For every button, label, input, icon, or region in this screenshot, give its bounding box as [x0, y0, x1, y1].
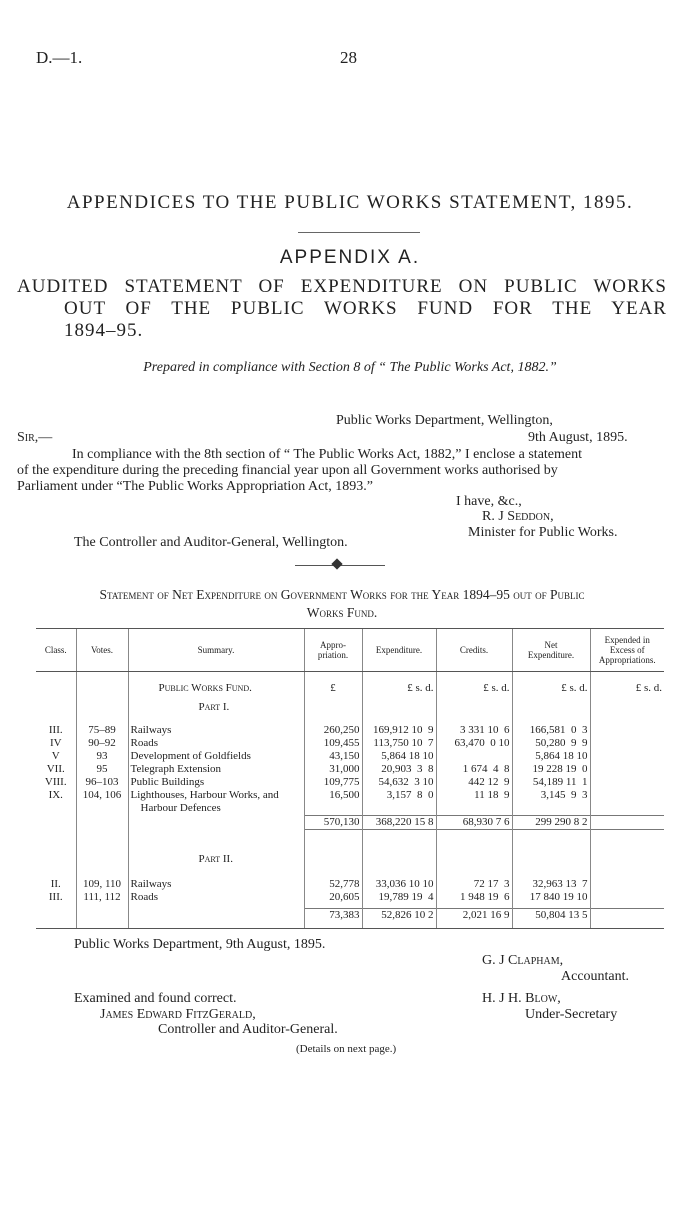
part-2-label: Part II.: [128, 853, 304, 866]
table-row: [36, 763, 664, 776]
page-number: 28: [340, 48, 357, 67]
table-row: [36, 750, 664, 763]
table-row: [36, 724, 664, 737]
letter-salutation: Sir,—: [17, 430, 53, 445]
cell-expenditure: 113,750 10 7: [362, 737, 436, 750]
cell-expenditure: 19,789 19 4: [362, 891, 436, 904]
cell-excess: [590, 878, 664, 891]
accountant-title: Accountant.: [561, 969, 630, 984]
cell-votes: 109, 110: [76, 878, 128, 891]
cell-expenditure: 20,903 3 8: [362, 763, 436, 776]
statement-line-1: Statement of Net Expenditure on Government Works for the Year 1894–95 out of Public: [99, 587, 585, 602]
cell-class: IX.: [48, 789, 63, 801]
cell-votes: 96–103: [76, 776, 128, 789]
prepared-note: Prepared in compliance with Section 8 of “ The Public Works Act, 1882.”: [143, 360, 557, 375]
cell-credits: 1 674 4 8: [436, 763, 512, 776]
header-class: Class.: [36, 629, 76, 672]
heading-line-3: 1894–95.: [64, 320, 144, 341]
appendix-heading: APPENDIX A.: [279, 247, 421, 268]
cell-net: 17 840 19 10: [512, 891, 590, 904]
cell-appropriation: 16,500: [304, 789, 362, 802]
auditor-title: Controller and Auditor-General.: [158, 1022, 338, 1037]
unit-appropriation: £: [304, 682, 362, 695]
cell-net: 5,864 18 10: [512, 750, 590, 763]
cell-net: 166,581 0 3: [512, 724, 590, 737]
auditor-name: James Edward FitzGerald,: [100, 1007, 256, 1022]
header-votes: Votes.: [76, 629, 128, 672]
cell-excess: [590, 763, 664, 776]
letter-place: Public Works Department, Wellington,: [336, 413, 553, 428]
part-2-total-appropriation: 73,383: [304, 908, 362, 922]
cell-summary: Roads: [128, 737, 304, 750]
letter-addressee: The Controller and Auditor-General, Wellington.: [74, 535, 348, 550]
table-row: [36, 737, 664, 750]
table-row: [36, 891, 664, 904]
under-secretary-name: H. J H. Blow,: [482, 991, 561, 1006]
cell-expenditure: 54,632 3 10: [362, 776, 436, 789]
letter-date: 9th August, 1895.: [528, 430, 628, 445]
letter-signer: R. J Seddon,: [482, 509, 554, 524]
fund-label: Public Works Fund.: [128, 682, 304, 695]
unit-expenditure: £ s. d.: [362, 682, 436, 695]
cell-excess: [590, 891, 664, 904]
cell-net: 54,189 11 1: [512, 776, 590, 789]
cell-summary: Railways: [128, 878, 304, 891]
examined-note: Examined and found correct.: [74, 991, 237, 1006]
cell-net: 32,963 13 7: [512, 878, 590, 891]
letter-signer-title: Minister for Public Works.: [468, 525, 618, 540]
header-excess: Expended in Excess of Appropriations.: [590, 629, 664, 672]
under-secretary-title: Under-Secretary: [525, 1007, 618, 1022]
cell-excess: [590, 724, 664, 737]
unit-excess: £ s. d.: [590, 682, 664, 695]
cell-summary: Railways: [128, 724, 304, 737]
cell-appropriation: 109,775: [304, 776, 362, 789]
document-code: D.—1.: [36, 48, 83, 67]
cell-net: 19 228 19 0: [512, 763, 590, 776]
part-1-total-net: 299 290 8 2: [512, 815, 590, 829]
cell-class: II.: [50, 878, 61, 890]
cell-votes: 104, 106: [76, 789, 128, 802]
cell-appropriation: 43,150: [304, 750, 362, 763]
header-appropriation: Appro- priation.: [304, 629, 362, 672]
cell-summary: Telegraph Extension: [128, 763, 304, 776]
letter-closing: I have, &c.,: [456, 494, 522, 509]
cell-appropriation: 52,778: [304, 878, 362, 891]
cell-class: VII.: [46, 763, 65, 775]
part-1-total-credits: 68,930 7 6: [436, 815, 512, 829]
accountant-name: G. J Clapham,: [482, 953, 564, 968]
diamond-icon: [331, 558, 342, 569]
cell-excess: [590, 789, 664, 802]
part-1-total-appropriation: 570,130: [304, 815, 362, 829]
page-title: APPENDICES TO THE PUBLIC WORKS STATEMENT, 1895.: [66, 192, 634, 213]
cell-class: V: [51, 750, 60, 762]
cell-summary: Public Buildings: [128, 776, 304, 789]
cell-class: IV: [49, 737, 62, 749]
cell-net: 3,145 9 3: [512, 789, 590, 802]
cell-appropriation: 109,455: [304, 737, 362, 750]
cell-summary: Development of Goldfields: [128, 750, 304, 763]
cell-summary: Lighthouses, Harbour Works, and: [128, 789, 304, 802]
cell-class: VIII.: [44, 776, 67, 788]
header-summary: Summary.: [128, 629, 304, 672]
cell-expenditure: 169,912 10 9: [362, 724, 436, 737]
cell-net: 50,280 9 9: [512, 737, 590, 750]
table-row: [36, 776, 664, 789]
footer-department: Public Works Department, 9th August, 1895.: [74, 937, 326, 952]
table-row: [36, 878, 664, 891]
divider: [298, 232, 420, 233]
cell-class: III.: [48, 891, 63, 903]
part-1-continuation: Harbour Defences: [128, 802, 304, 815]
cell-appropriation: 20,605: [304, 891, 362, 904]
cell-credits: 3 331 10 6: [436, 724, 512, 737]
cell-votes: 95: [76, 763, 128, 776]
cell-votes: 93: [76, 750, 128, 763]
cell-excess: [590, 737, 664, 750]
cell-expenditure: 3,157 8 0: [362, 789, 436, 802]
cell-credits: 1 948 19 6: [436, 891, 512, 904]
heading-line-2: OUT OF THE PUBLIC WORKS FUND FOR THE YEAR: [64, 298, 667, 319]
letter-body-1: In compliance with the 8th section of “ The Public Works Act, 1882,” I enclose a statement: [72, 447, 583, 462]
letter-body-3: Parliament under “The Public Works Appropriation Act, 1893.”: [17, 479, 373, 494]
cell-votes: 90–92: [76, 737, 128, 750]
unit-credits: £ s. d.: [436, 682, 512, 695]
cell-expenditure: 5,864 18 10: [362, 750, 436, 763]
cell-summary: Roads: [128, 891, 304, 904]
heading-line-1: AUDITED STATEMENT OF EXPENDITURE ON PUBLIC WORKS: [17, 276, 667, 297]
cell-appropriation: 31,000: [304, 763, 362, 776]
part-2-total-expenditure: 52,826 10 2: [362, 908, 436, 922]
cell-credits: [436, 750, 512, 763]
cell-class: III.: [48, 724, 63, 736]
statement-heading: [17, 586, 667, 622]
cell-votes: 111, 112: [76, 891, 128, 904]
expenditure-table: [36, 628, 664, 929]
cell-votes: 75–89: [76, 724, 128, 737]
details-note: (Details on next page.): [296, 1043, 397, 1055]
header-net-expenditure: Net Expenditure.: [512, 629, 590, 672]
table-row: [36, 789, 664, 802]
cell-credits: 442 12 9: [436, 776, 512, 789]
part-1-label: Part I.: [128, 701, 304, 714]
part-2-total-credits: 2,021 16 9: [436, 908, 512, 922]
cell-appropriation: 260,250: [304, 724, 362, 737]
letter-body-2: of the expenditure during the preceding financial year upon all Government works authorised by: [17, 463, 558, 478]
part-2-total-net: 50,804 13 5: [512, 908, 590, 922]
part-1-total-expenditure: 368,220 15 8: [362, 815, 436, 829]
cell-credits: 11 18 9: [436, 789, 512, 802]
cell-credits: 63,470 0 10: [436, 737, 512, 750]
header-credits: Credits.: [436, 629, 512, 672]
cell-excess: [590, 750, 664, 763]
statement-line-2: Works Fund.: [306, 605, 378, 620]
cell-credits: 72 17 3: [436, 878, 512, 891]
cell-excess: [590, 776, 664, 789]
cell-expenditure: 33,036 10 10: [362, 878, 436, 891]
unit-net: £ s. d.: [512, 682, 590, 695]
header-expenditure: Expenditure.: [362, 629, 436, 672]
